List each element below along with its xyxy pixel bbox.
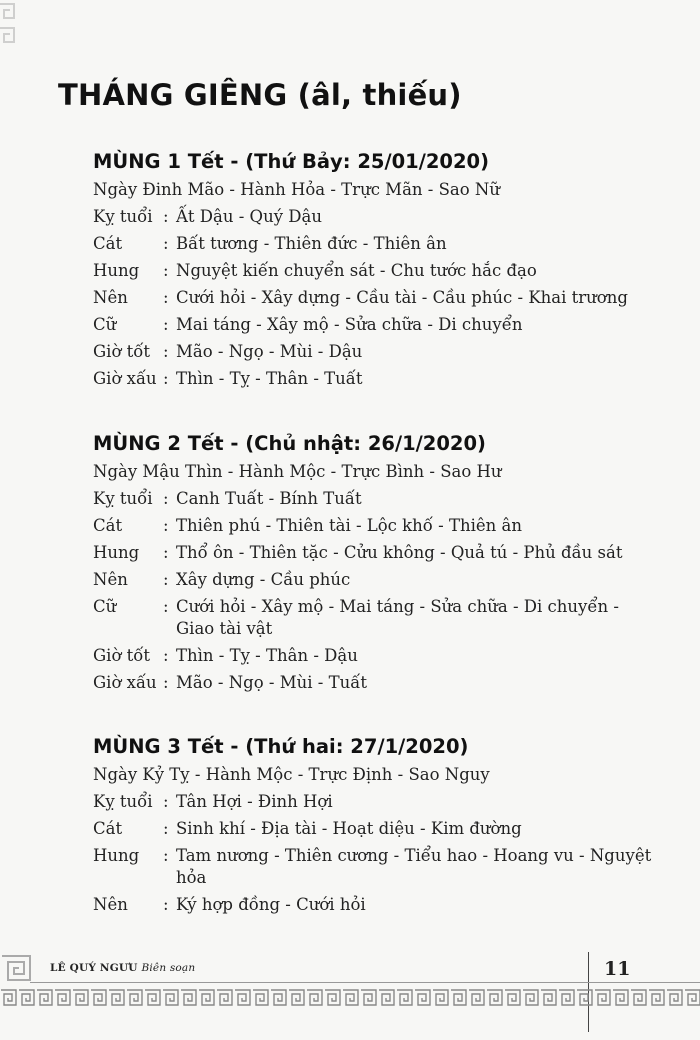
- info-row: Giờ tốt : Mão - Ngọ - Mùi - Dậu: [93, 342, 363, 361]
- divider: [30, 982, 700, 983]
- day-section-3: [93, 735, 653, 921]
- info-row: Kỵ tuổi : Ất Dậu - Quý Dậu: [93, 207, 322, 226]
- info-row: Nên : Ký hợp đồng - Cưới hỏi: [93, 894, 366, 914]
- info-row: Cữ : Mai táng - Xây mộ - Sửa chữa - Di chuyển: [93, 315, 523, 334]
- info-row: Hung : Thổ ôn - Thiên tặc - Cửu không - Quả tú - Phủ đầu sát: [93, 543, 623, 562]
- day-section-1: [93, 150, 653, 395]
- page-number: 11: [604, 958, 631, 980]
- day-heading: MÙNG 1 Tết - (Thứ Bảy: 25/01/2020): [93, 150, 490, 173]
- info-row: Cát : Bất tương - Thiên đức - Thiên ân: [93, 234, 447, 253]
- author-credit: LÊ QUÝ NGƯU Biên soạn: [50, 962, 196, 974]
- info-row: Giờ xấu : Mão - Ngọ - Mùi - Tuất: [93, 672, 367, 692]
- greek-key-border-icon: [0, 988, 700, 1008]
- day-intro: Ngày Kỷ Tỵ - Hành Mộc - Trực Định - Sao Nguy: [93, 765, 490, 784]
- day-section-2: [93, 432, 653, 699]
- info-row: Giờ tốt : Thìn - Tỵ - Thân - Dậu: [93, 645, 358, 665]
- page-footer: [0, 952, 700, 1040]
- info-row: Cát : Thiên phú - Thiên tài - Lộc khố - Thiên ân: [93, 516, 522, 535]
- day-heading: MÙNG 2 Tết - (Chủ nhật: 26/1/2020): [93, 432, 486, 455]
- info-row: Kỵ tuổi : Canh Tuất - Bính Tuất: [93, 489, 362, 508]
- info-row: Kỵ tuổi : Tân Hợi - Đinh Hợi: [93, 792, 333, 811]
- info-row: Nên : Xây dựng - Cầu phúc: [93, 570, 351, 589]
- fret-ornament-icon: [0, 954, 34, 984]
- day-heading: MÙNG 3 Tết - (Thứ hai: 27/1/2020): [93, 735, 469, 758]
- page-title: THÁNG GIÊNG (âl, thiếu): [58, 78, 462, 112]
- info-row: Cữ : Cưới hỏi - Xây mộ - Mai táng - Sửa chữa - Di chuyển - Giao tài vật: [93, 597, 619, 638]
- info-row: Cát : Sinh khí - Địa tài - Hoạt diệu - Kim đường: [93, 819, 522, 838]
- info-row: Giờ xấu : Thìn - Tỵ - Thân - Tuất: [93, 369, 363, 388]
- corner-ornament-icon: [0, 0, 40, 60]
- day-intro: Ngày Đinh Mão - Hành Hỏa - Trực Mãn - Sao Nữ: [93, 180, 500, 199]
- info-row: Hung : Nguyệt kiến chuyển sát - Chu tước hắc đạo: [93, 261, 537, 280]
- info-row: Hung : Tam nương - Thiên cương - Tiểu hao - Hoang vu - Nguyệt hỏa: [93, 846, 652, 887]
- day-intro: Ngày Mậu Thìn - Hành Mộc - Trực Bình - Sao Hư: [93, 462, 502, 481]
- info-row: Nên : Cưới hỏi - Xây dựng - Cầu tài - Cầu phúc - Khai trương: [93, 288, 628, 307]
